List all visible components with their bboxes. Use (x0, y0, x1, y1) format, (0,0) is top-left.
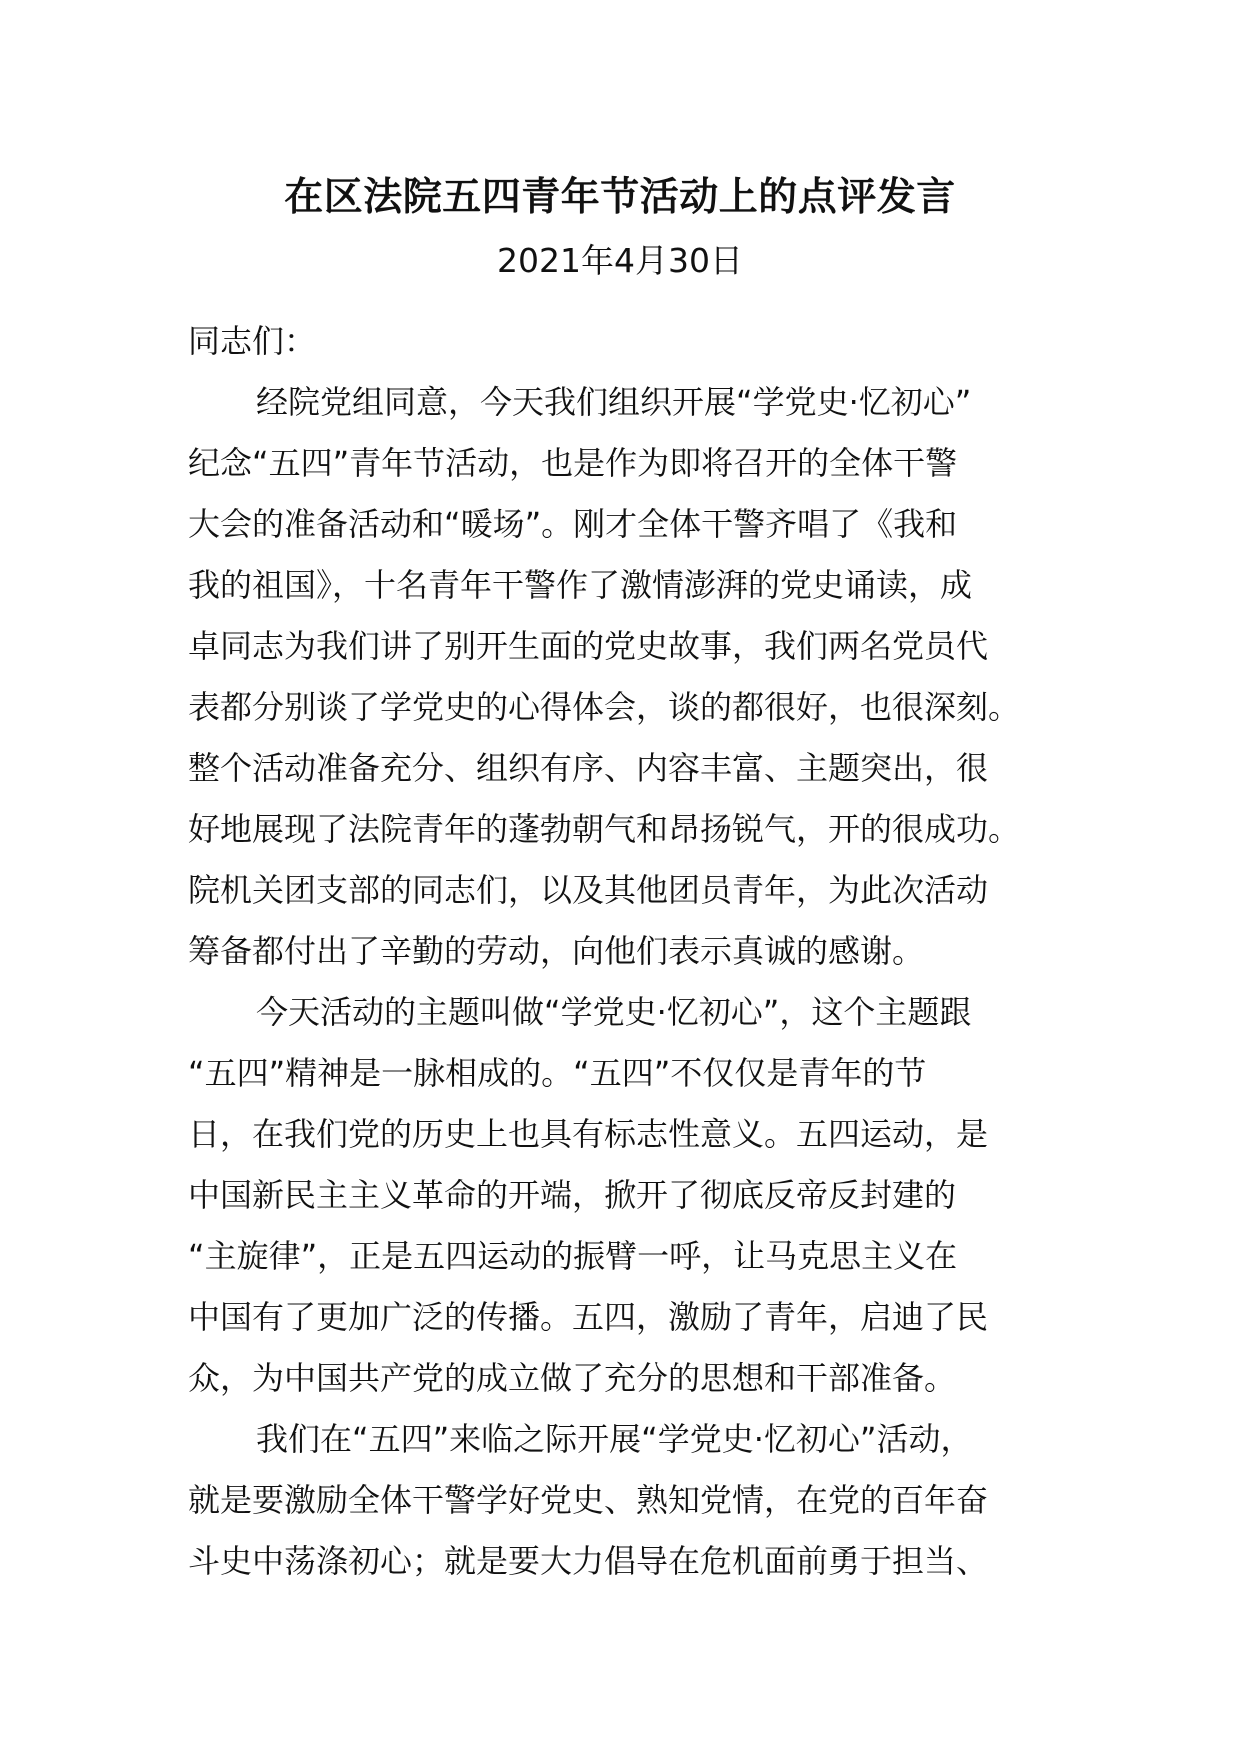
body-text-line: 表都分别谈了学党史的心得体会，谈的都很好，也很深刻。 (188, 688, 1021, 726)
body-text-line: 斗史中荡涤初心；就是要大力倡导在危机面前勇于担当、 (188, 1542, 989, 1580)
document-title: 在区法院五四青年节活动上的点评发言 (284, 175, 956, 220)
body-text-line: 大会的准备活动和“暖场”。刚才全体干警齐唱了《我和 (188, 505, 958, 543)
body-text-line: 筹备都付出了辛勤的劳动，向他们表示真诚的感谢。 (188, 932, 925, 970)
body-text-line: 众，为中国共产党的成立做了充分的思想和干部准备。 (188, 1359, 957, 1397)
body-text-line: 经院党组同意，今天我们组织开展“学党史·忆初心” (256, 383, 972, 421)
body-text-line: “主旋律”，正是五四运动的振臂一呼，让马克思主义在 (188, 1237, 958, 1275)
body-text-line: 今天活动的主题叫做“学党史·忆初心”，这个主题跟 (256, 993, 972, 1031)
body-text-line: 就是要激励全体干警学好党史、熟知党情，在党的百年奋 (188, 1481, 989, 1519)
body-text-line: 我们在“五四”来临之际开展“学党史·忆初心”活动， (256, 1420, 973, 1458)
body-text-line: 好地展现了法院青年的蓬勃朝气和昂扬锐气，开的很成功。 (188, 810, 1021, 848)
body-text-line: “五四”精神是一脉相成的。“五四”不仅仅是青年的节 (188, 1054, 927, 1092)
body-text-line: 我的祖国》，十名青年干警作了激情澎湃的党史诵读，成 (188, 566, 973, 604)
body-text-line: 同志们： (188, 322, 317, 360)
document-date: 2021年4月30日 (497, 241, 743, 280)
body-text-line: 纪念“五四”青年节活动，也是作为即将召开的全体干警 (188, 444, 958, 482)
body-text-line: 整个活动准备充分、组织有序、内容丰富、主题突出，很 (188, 749, 989, 787)
body-text-line: 日，在我们党的历史上也具有标志性意义。五四运动，是 (188, 1115, 989, 1153)
document-body (188, 311, 1068, 1592)
body-text-line: 中国新民主主义革命的开端，掀开了彻底反帝反封建的 (188, 1176, 957, 1214)
body-text-line: 卓同志为我们讲了别开生面的党史故事，我们两名党员代 (188, 627, 989, 665)
body-text-line: 院机关团支部的同志们，以及其他团员青年，为此次活动 (188, 871, 989, 909)
body-text-line: 中国有了更加广泛的传播。五四，激励了青年，启迪了民 (188, 1298, 989, 1336)
